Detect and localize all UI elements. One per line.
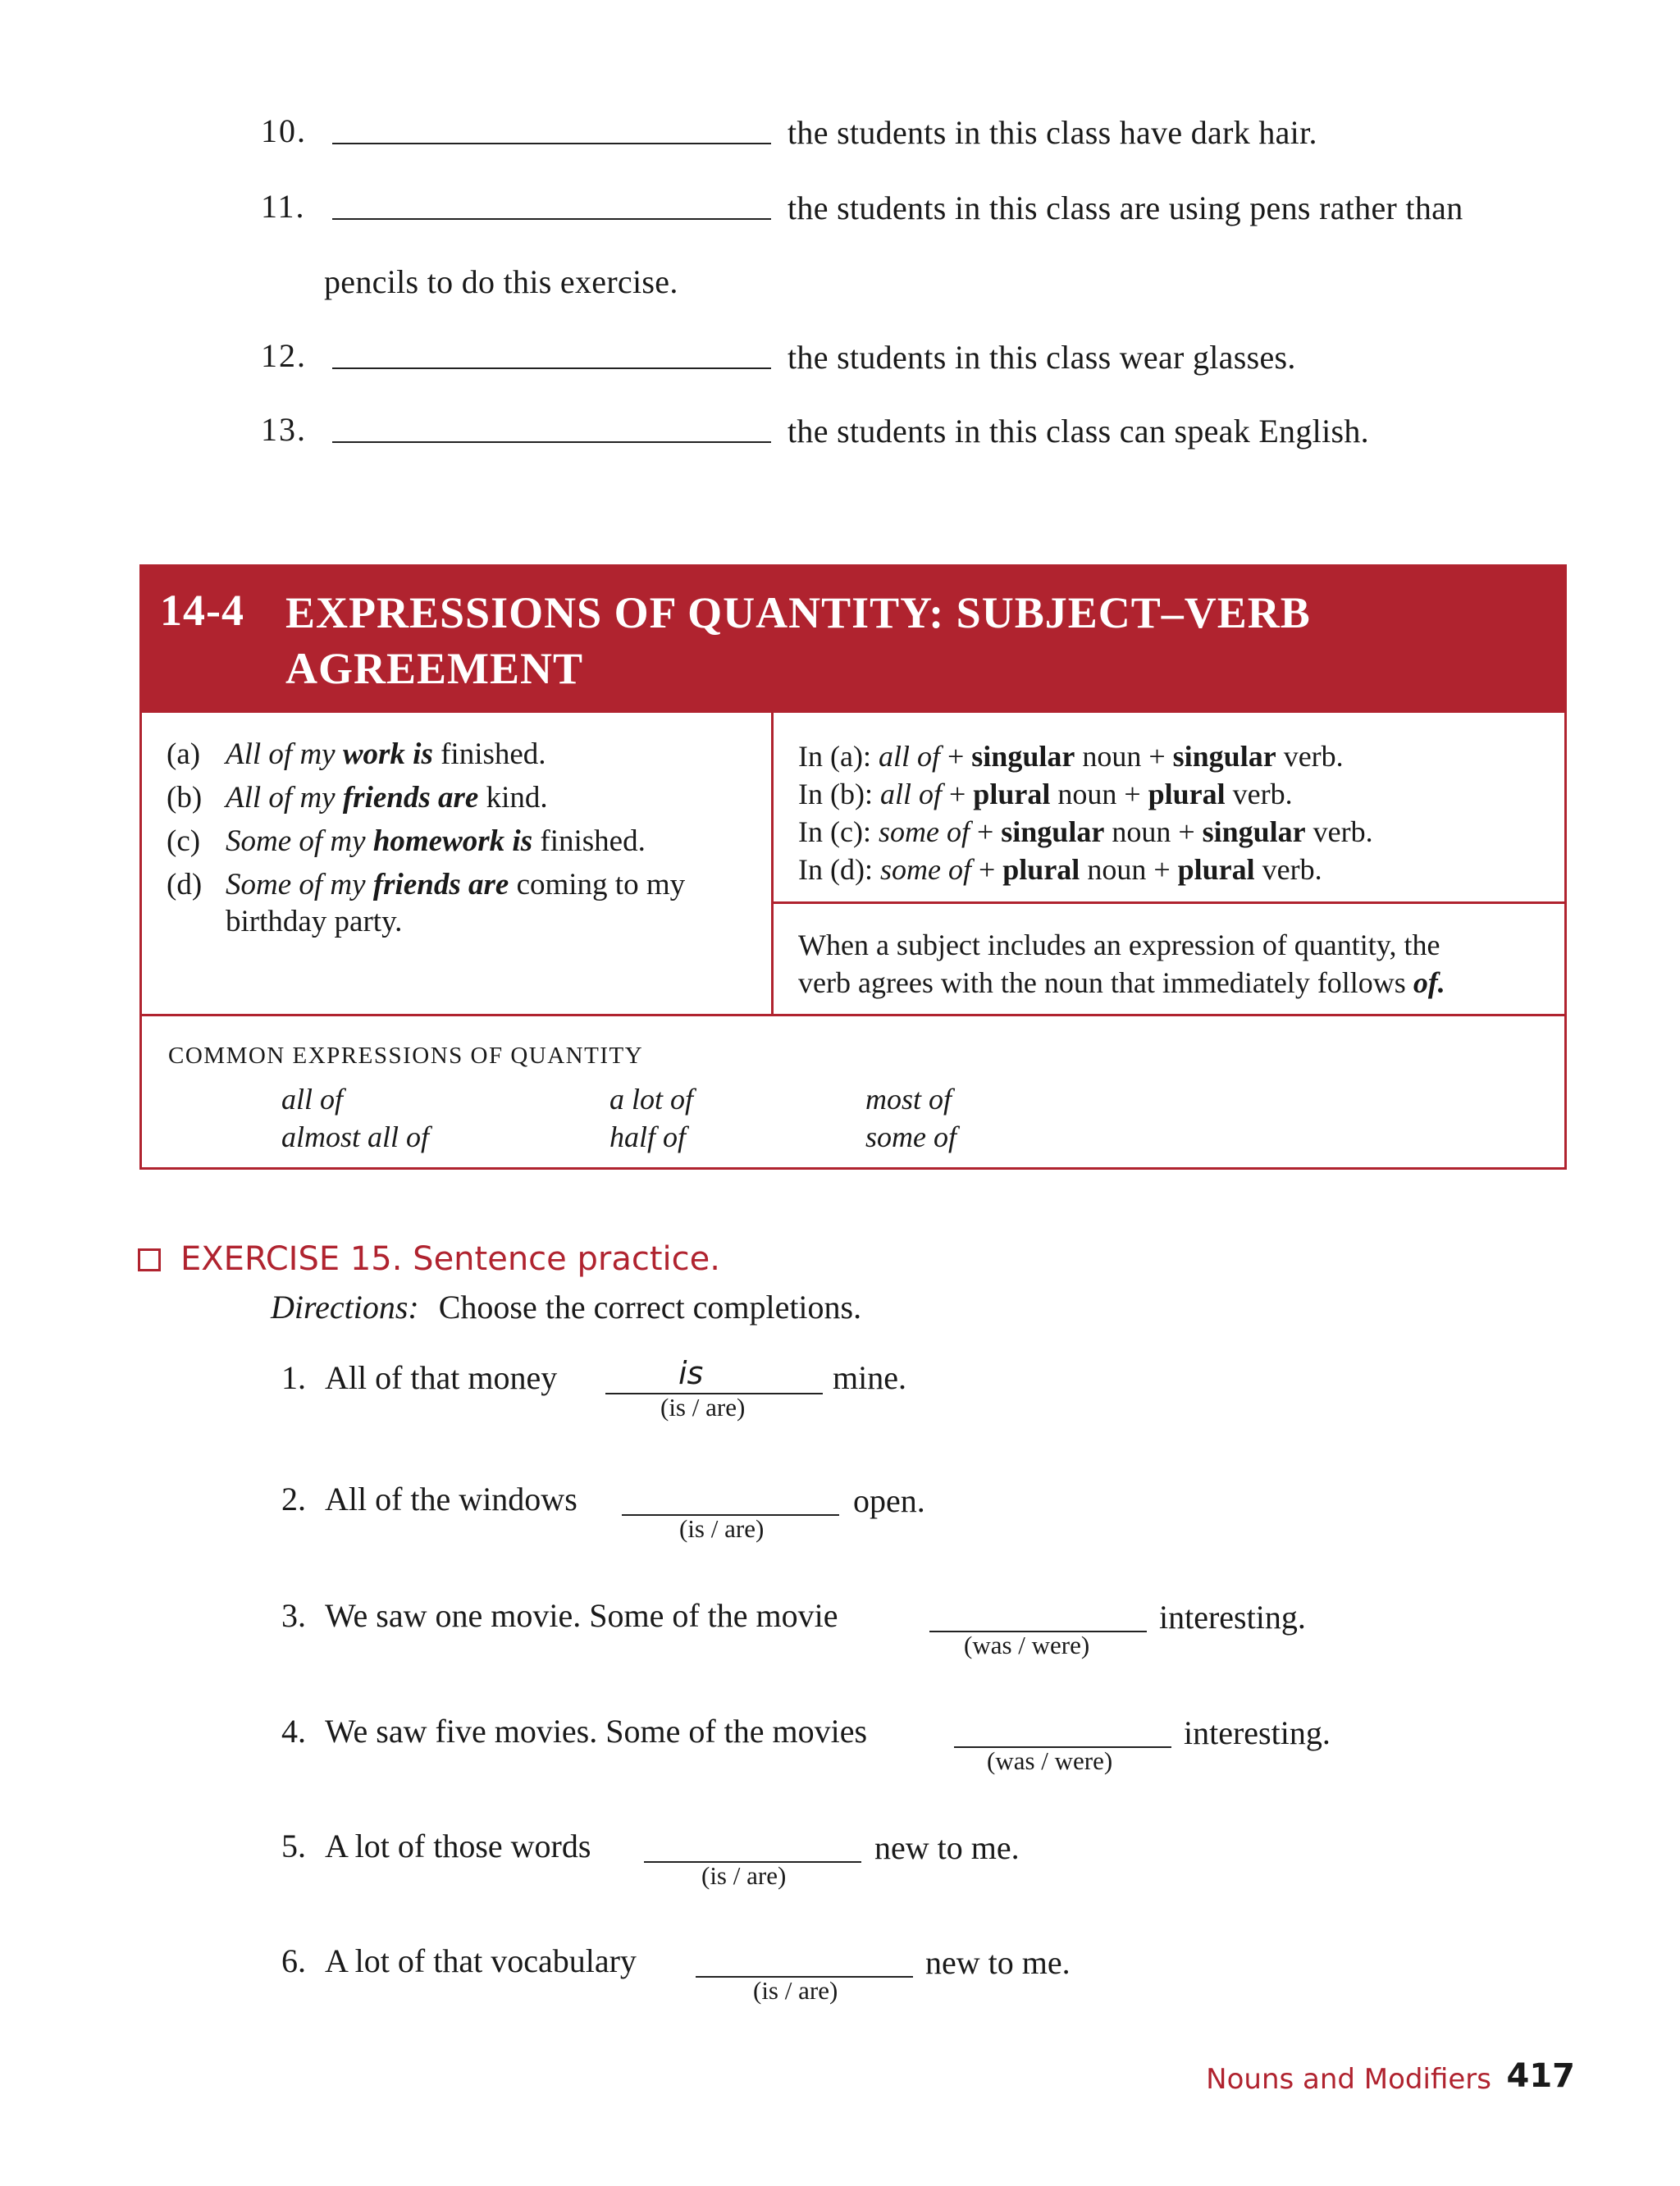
quantity-expression: a lot of — [609, 1083, 694, 1116]
answer-blank[interactable] — [332, 218, 771, 220]
item-number: 12. — [261, 337, 307, 374]
example-subject-verb: friends are — [372, 868, 509, 901]
explanation-prefix: In (c): — [798, 815, 879, 848]
rule-note-line — [798, 965, 1445, 1000]
chapter-title: Nouns and Modifiers — [1206, 2063, 1491, 2096]
explanation-prefix: In (a): — [798, 740, 879, 773]
verb-number: singular — [1172, 740, 1276, 773]
noun-text: noun + — [1075, 740, 1173, 773]
item-number: 11. — [261, 188, 306, 225]
question-number: 4. — [281, 1713, 306, 1750]
example-subject-verb: friends are — [342, 781, 479, 815]
question-stem: All of the windows — [325, 1481, 578, 1517]
section-title — [285, 585, 1434, 696]
verb-number: plural — [1177, 853, 1255, 886]
column-divider — [771, 713, 774, 1014]
noun-number: singular — [971, 740, 1075, 773]
directions-text: Choose the correct completions. — [438, 1289, 862, 1326]
explanation-expression: all of — [878, 740, 940, 773]
question-stem: A lot of that vocabulary — [325, 1942, 637, 1979]
question-stem: All of that money — [325, 1359, 558, 1396]
example-rest: coming to my — [509, 868, 686, 901]
example-d — [167, 867, 685, 902]
noun-number: singular — [1001, 815, 1105, 848]
example-d-continuation: birthday party. — [226, 905, 403, 938]
explanation-b — [798, 777, 1293, 811]
explanation-d — [798, 852, 1322, 887]
item-text: the students in this class are using pens rather than — [788, 189, 1463, 226]
example-rest: kind. — [478, 781, 548, 815]
explanation-expression: all of — [879, 778, 942, 810]
grammar-chart — [139, 564, 1567, 1170]
question-ending: interesting. — [1184, 1714, 1331, 1751]
choice-hint: (is / are) — [679, 1514, 765, 1543]
question-ending: mine. — [833, 1359, 906, 1396]
item-text: the students in this class can speak English. — [788, 413, 1369, 450]
explanation-a — [798, 739, 1344, 774]
question-number: 3. — [281, 1597, 306, 1634]
noun-text: noun + — [1050, 778, 1148, 810]
item-text: the students in this class wear glasses. — [788, 339, 1296, 376]
exercise-title: EXERCISE 15. Sentence practice. — [180, 1240, 720, 1278]
item-text-continuation: pencils to do this exercise. — [324, 263, 678, 300]
checkbox-icon[interactable] — [138, 1248, 161, 1271]
example-label: (d) — [167, 868, 203, 901]
section-title-line: AGREEMENT — [285, 644, 584, 693]
example-rest: finished. — [532, 824, 646, 858]
question-ending: new to me. — [874, 1829, 1020, 1866]
answer-blank[interactable] — [332, 367, 771, 369]
example-quantity: All of my — [226, 781, 343, 815]
question-number: 1. — [281, 1359, 306, 1396]
section-number: 14-4 — [160, 586, 244, 635]
quantity-expression: almost all of — [281, 1120, 430, 1153]
explanation-expression: some of — [879, 853, 971, 886]
common-expressions-label: COMMON EXPRESSIONS OF QUANTITY — [168, 1043, 644, 1069]
item-text: the students in this class have dark hair. — [788, 114, 1317, 151]
example-label: (a) — [167, 737, 201, 771]
explanation-prefix: In (d): — [798, 853, 880, 886]
directions-label: Directions: — [271, 1289, 419, 1326]
verb-text: verb. — [1276, 740, 1344, 773]
noun-number: plural — [973, 778, 1051, 810]
example-subject-verb: homework is — [372, 824, 533, 858]
example-rest: finished. — [432, 737, 546, 771]
example-b — [167, 780, 548, 815]
example-a — [167, 737, 546, 772]
verb-text: verb. — [1254, 853, 1322, 886]
choice-hint: (was / were) — [987, 1746, 1113, 1775]
question-stem: We saw five movies. Some of the movies — [325, 1713, 868, 1750]
plus: + — [939, 740, 972, 773]
rule-note-keyword: of. — [1413, 966, 1445, 999]
question-number: 6. — [281, 1942, 306, 1979]
rule-note-text: verb agrees with the noun that immediately follows — [798, 966, 1413, 999]
verb-text: verb. — [1305, 815, 1373, 848]
plus: + — [941, 778, 974, 810]
section-title-line: EXPRESSIONS OF QUANTITY: SUBJECT–VERB — [285, 588, 1311, 637]
example-label: (c) — [167, 824, 201, 858]
noun-number: plural — [1002, 853, 1080, 886]
quantity-expression: half of — [609, 1120, 687, 1153]
choice-hint: (is / are) — [701, 1861, 787, 1890]
answer-blank[interactable] — [332, 441, 771, 443]
verb-number: singular — [1202, 815, 1306, 848]
item-number: 10. — [261, 112, 307, 149]
example-label: (b) — [167, 781, 203, 815]
explanation-c — [798, 815, 1373, 849]
verb-number: plural — [1148, 778, 1226, 810]
question-number: 2. — [281, 1481, 306, 1517]
example-subject-verb: work is — [342, 737, 433, 771]
choice-hint: (was / were) — [964, 1631, 1090, 1659]
quantity-expression: all of — [281, 1083, 344, 1116]
noun-text: noun + — [1080, 853, 1178, 886]
verb-text: verb. — [1225, 778, 1293, 810]
choice-hint: (is / are) — [753, 1976, 838, 2005]
answer-text: is — [678, 1355, 704, 1391]
quantity-expression: most of — [865, 1083, 952, 1116]
row-divider — [142, 1014, 1564, 1016]
noun-text: noun + — [1104, 815, 1203, 848]
question-number: 5. — [281, 1828, 306, 1864]
rule-note-line: When a subject includes an expression of quantity, the — [798, 929, 1440, 961]
question-stem: We saw one movie. Some of the movie — [325, 1597, 838, 1634]
question-ending: new to me. — [925, 1944, 1071, 1981]
example-quantity: Some of my — [226, 824, 373, 858]
question-stem: A lot of those words — [325, 1828, 591, 1864]
page-number: 417 — [1506, 2057, 1575, 2095]
plus: + — [970, 853, 1003, 886]
example-quantity: Some of my — [226, 868, 373, 901]
exercise-directions — [271, 1288, 861, 1326]
example-c — [167, 824, 646, 859]
question-ending: open. — [853, 1482, 925, 1519]
answer-blank[interactable] — [332, 143, 771, 144]
item-number: 13. — [261, 411, 307, 448]
row-divider — [771, 901, 1564, 904]
exercise-heading — [138, 1240, 720, 1278]
quantity-expression: some of — [865, 1120, 956, 1153]
choice-hint: (is / are) — [660, 1393, 746, 1422]
chart-header — [142, 567, 1564, 713]
question-ending: interesting. — [1159, 1599, 1306, 1636]
explanation-expression: some of — [878, 815, 970, 848]
explanation-prefix: In (b): — [798, 778, 880, 810]
plus: + — [969, 815, 1002, 848]
example-quantity: All of my — [226, 737, 343, 771]
